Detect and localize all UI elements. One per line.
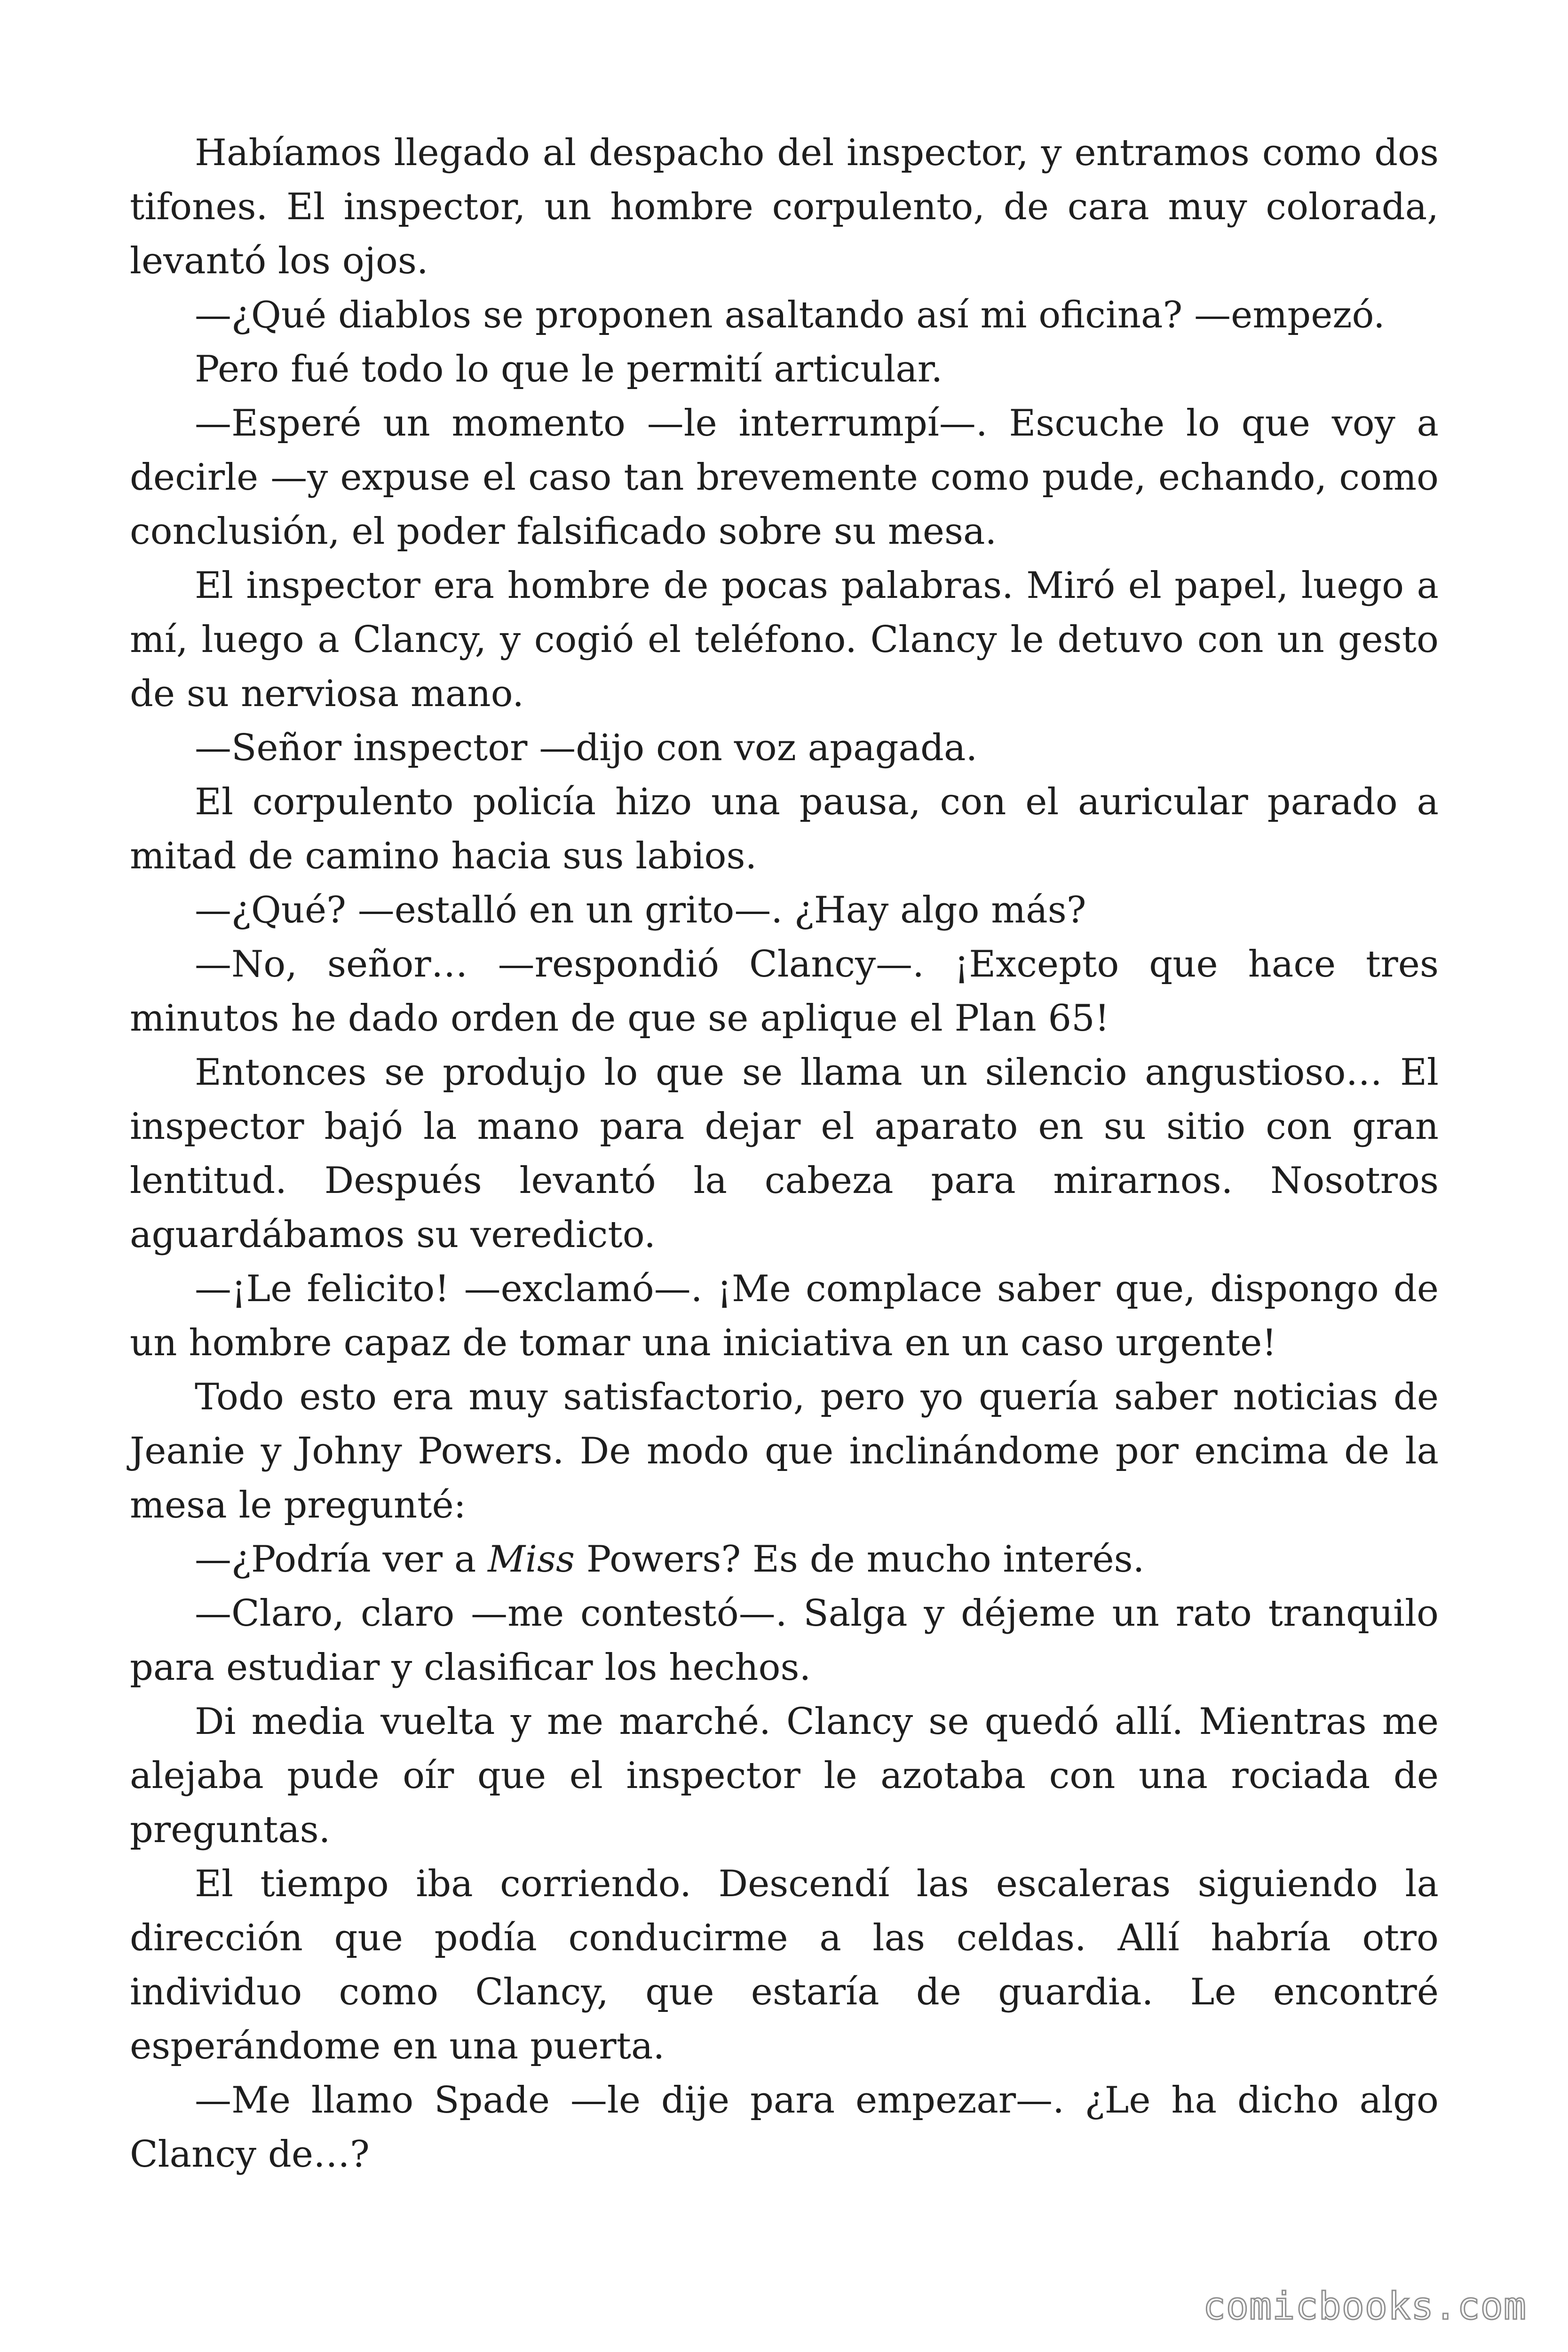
watermark: comicbooks.com xyxy=(1203,2284,1527,2328)
text-span: —¿Podría ver a xyxy=(195,1538,488,1581)
paragraph: —Señor inspector —dijo con voz apagada. xyxy=(195,727,978,769)
paragraph: El tiempo iba corriendo. Descendí las escaleras siguiendo la dirección que podía conducirme a las celdas. Allí habría otro individuo como Clancy, que estaría de guardia. Le encontré esperándome en una puerta. xyxy=(130,1863,1439,2067)
paragraph: —¡Le felicito! —exclamó—. ¡Me complace saber que, dispongo de un hombre capaz de tomar una iniciativa en un caso urgente! xyxy=(130,1268,1439,1364)
paragraph: Habíamos llegado al despacho del inspector, y entramos como dos tifones. El inspector, un hombre corpulento, de cara muy colorada, levantó los ojos. xyxy=(130,132,1439,282)
paragraph: Di media vuelta y me marché. Clancy se quedó allí. Mientras me alejaba pude oír que el inspector le azotaba con una rociada de preguntas. xyxy=(130,1700,1439,1851)
paragraph-miss-powers xyxy=(130,1533,1439,1587)
paragraph: Pero fué todo lo que le permití articular. xyxy=(195,348,943,390)
text-span: Powers? Es de mucho interés. xyxy=(575,1538,1145,1581)
paragraph: —¿Qué diablos se proponen asaltando así mi oficina? —empezó. xyxy=(195,294,1385,336)
page-text xyxy=(130,126,1439,2182)
paragraph: El inspector era hombre de pocas palabras. Miró el papel, luego a mí, luego a Clancy, y cogió el teléfono. Clancy le detuvo con un gesto de su nerviosa mano. xyxy=(130,564,1439,715)
paragraph: —Me llamo Spade —le dije para empezar—. ¿Le ha dicho algo Clancy de…? xyxy=(130,2079,1439,2176)
paragraph: —Esperé un momento —le interrumpí—. Escuche lo que voy a decirle —y expuse el caso tan brevemente como pude, echando, como conclusión, el poder falsificado sobre su mesa. xyxy=(130,402,1439,553)
paragraph: El corpulento policía hizo una pausa, con el auricular parado a mitad de camino hacia sus labios. xyxy=(130,781,1439,877)
paragraph: —No, señor… —respondió Clancy—. ¡Excepto que hace tres minutos he dado orden de que se aplique el Plan 65! xyxy=(130,943,1439,1040)
paragraph: Todo esto era muy satisfactorio, pero yo quería saber noticias de Jeanie y Johny Powers. De modo que inclinándome por encima de la mesa le pregunté: xyxy=(130,1376,1439,1526)
paragraph: Entonces se produjo lo que se llama un silencio angustioso… El inspector bajó la mano para dejar el aparato en su sitio con gran lentitud. Después levantó la cabeza para mirarnos. Nosotros aguardábamos su veredicto. xyxy=(130,1051,1439,1256)
italic-text: Miss xyxy=(488,1538,575,1581)
paragraph: —Claro, claro —me contestó—. Salga y déjeme un rato tranquilo para estudiar y clasificar los hechos. xyxy=(130,1592,1439,1689)
paragraph: —¿Qué? —estalló en un grito—. ¿Hay algo más? xyxy=(195,889,1086,931)
